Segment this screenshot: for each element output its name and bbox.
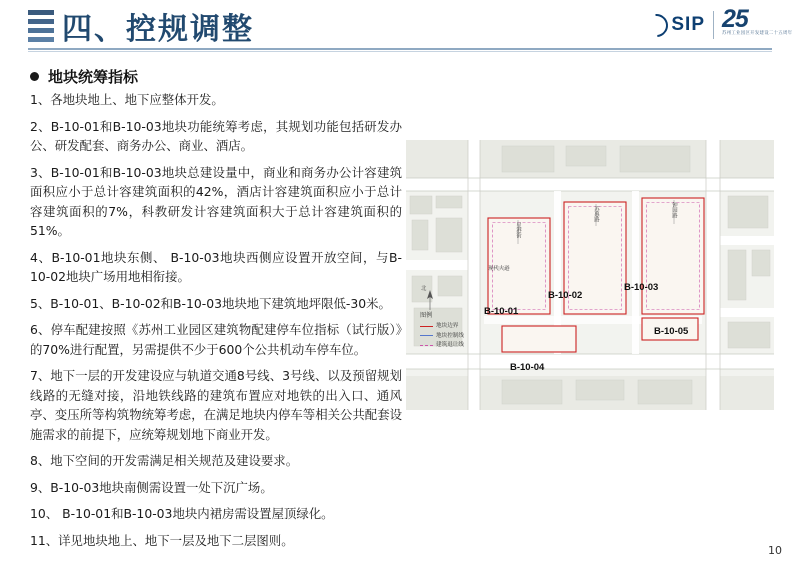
paragraph: 10、 B-10-01和B-10-03地块内裙房需设置屋顶绿化。 bbox=[30, 506, 334, 521]
legend-item-label: 建筑退让线 bbox=[436, 342, 464, 348]
page-title: 四、控规调整 bbox=[62, 12, 254, 47]
anniversary-number: 25 bbox=[722, 5, 748, 33]
legend-title: 图例 bbox=[420, 312, 433, 319]
header-divider bbox=[28, 48, 772, 50]
parcel-label-b-10-01: B-10-01 bbox=[484, 306, 519, 317]
section-bullet bbox=[30, 66, 138, 87]
section-title: 地块统筹指标 bbox=[48, 68, 139, 86]
legend-swatch-blue-icon bbox=[420, 335, 433, 336]
legend-item-label: 地块边界 bbox=[436, 323, 459, 329]
legend-item bbox=[420, 332, 464, 340]
sip-logo-text: SIP bbox=[671, 14, 705, 35]
anniversary-subtitle: 苏州工业园区开发建设二十五周年 bbox=[722, 30, 793, 35]
sip-logo bbox=[645, 14, 705, 37]
road-label-right: 钟园路 bbox=[671, 202, 677, 219]
header-divider-thin bbox=[28, 51, 772, 52]
map-legend bbox=[420, 312, 464, 351]
paragraph: 6、停车配建按照《苏州工业园区建筑物配建停车位指标（试行版）》的70%进行配置，另需提供不少于600个公共机动车停车位。 bbox=[30, 322, 402, 357]
road-label-left: 星港街 bbox=[515, 222, 521, 239]
road-label-bottom: 现代大道 bbox=[488, 266, 510, 272]
paragraph: 5、B-10-01、B-10-02和B-10-03地块地下建筑地坪限低-30米。 bbox=[30, 295, 391, 311]
site-plan-map bbox=[406, 140, 774, 410]
parcel-label-b-10-04: B-10-04 bbox=[510, 362, 545, 373]
legend-swatch-solid-red-icon bbox=[420, 326, 433, 327]
road-label-mid: 苏惠路 bbox=[593, 206, 599, 223]
paragraph: 9、B-10-03地块南侧需设置一处下沉广场。 bbox=[30, 479, 273, 495]
bullet-dot-icon bbox=[30, 72, 39, 81]
paragraph: 11、详见地块地上、地下一层及地下二层图则。 bbox=[30, 532, 294, 548]
swirl-icon bbox=[641, 9, 673, 41]
logo bbox=[645, 5, 793, 44]
compass-icon bbox=[424, 290, 436, 312]
page-number: 10 bbox=[768, 544, 782, 557]
parcel-label-b-10-05: B-10-05 bbox=[654, 326, 689, 337]
paragraph: 3、B-10-01和B-10-03地块总建设量中，商业和商务办公计容建筑面积应小于总计容建筑面积的42%，酒店计容建筑面积应小于总计容建筑面积的7%，科教研发计容建筑面积大于总计容建筑面积的51%。 bbox=[30, 164, 402, 238]
paragraph: 4、B-10-01地块东侧、 B-10-03地块西侧应设置开放空间，与B-10-02地块广场用地相衔接。 bbox=[30, 249, 402, 284]
paragraph: 8、地下空间的开发需满足相关规范及建设要求。 bbox=[30, 453, 299, 468]
paragraph: 1、各地块地上、地下应整体开发。 bbox=[30, 92, 224, 107]
legend-item bbox=[420, 341, 464, 349]
parcel-label-b-10-03: B-10-03 bbox=[624, 282, 659, 293]
paragraph: 7、地下一层的开发建设应与轨道交通8号线、3号线、以及预留规划线路的无缝对接，沿地铁线路的建筑布置应对地铁的出入口、通风亭、变压所等构筑物统筹考虑，在满足地块内停车等相关公共配套设施需求的前提下，应统筹规划地下商业开发。 bbox=[30, 368, 402, 442]
header-decoration-bars bbox=[28, 10, 54, 44]
anniversary-logo bbox=[722, 5, 793, 42]
compass-label: 北 bbox=[421, 286, 427, 292]
legend-item-label: 地块控制线 bbox=[436, 332, 464, 339]
parcel-label-b-10-02: B-10-02 bbox=[548, 290, 583, 301]
legend-item bbox=[420, 322, 464, 330]
slide-header bbox=[0, 0, 800, 56]
map-graphic bbox=[406, 140, 774, 410]
legend-swatch-dashed-icon bbox=[420, 345, 433, 346]
body-text-column bbox=[30, 90, 402, 557]
logo-divider bbox=[713, 11, 714, 39]
paragraph: 2、B-10-01和B-10-03地块功能统筹考虑，其规划功能包括研发办公、研发配套、商务办公、商业、酒店。 bbox=[30, 118, 402, 153]
